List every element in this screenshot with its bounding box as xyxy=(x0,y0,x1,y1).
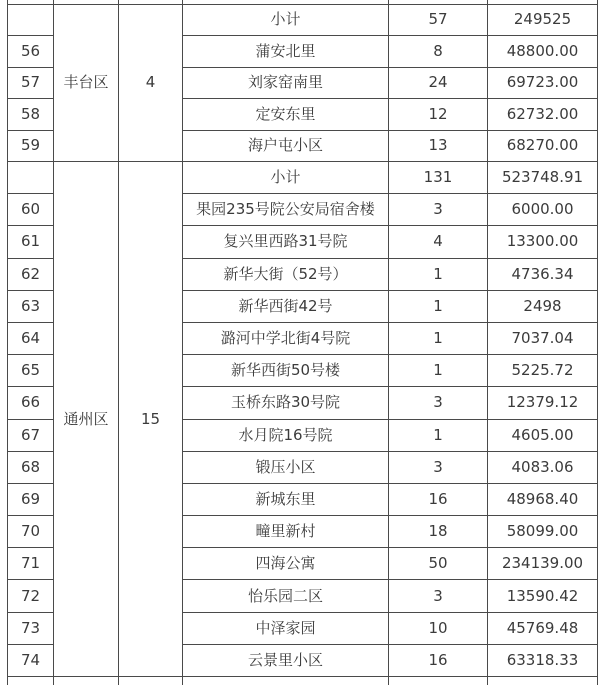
amount-cell: 12379.12 xyxy=(488,387,598,419)
community-name-cell: 新华西街50号楼 xyxy=(183,355,389,387)
amount-cell: 6000.00 xyxy=(488,194,598,226)
community-name-cell: 潞河中学北街4号院 xyxy=(183,322,389,354)
amount-cell: 2498 xyxy=(488,290,598,322)
row-number-cell: 71 xyxy=(8,548,54,580)
row-number-cell xyxy=(8,162,54,194)
community-name-cell: 复兴里西路31号院 xyxy=(183,226,389,258)
community-name-cell: 新华大街（52号） xyxy=(183,258,389,290)
community-name-cell: 水月院16号院 xyxy=(183,419,389,451)
row-number-cell: 73 xyxy=(8,612,54,644)
amount-cell xyxy=(488,677,598,685)
subtotal-label-cell: 小计 xyxy=(183,4,389,36)
row-number-cell: 70 xyxy=(8,516,54,548)
district-cell: 通州区 xyxy=(54,162,119,677)
row-number-cell: 69 xyxy=(8,483,54,515)
count-cell: 16 xyxy=(389,483,488,515)
community-name-cell: 蒲安北里 xyxy=(183,36,389,68)
row-number-cell: 68 xyxy=(8,451,54,483)
row-number-cell: 74 xyxy=(8,644,54,676)
community-name-cell: 四海公寓 xyxy=(183,548,389,580)
row-number-cell: 66 xyxy=(8,387,54,419)
count-cell: 13 xyxy=(389,130,488,162)
community-name-cell xyxy=(183,677,389,685)
amount-cell: 5225.72 xyxy=(488,355,598,387)
count-cell xyxy=(389,677,488,685)
count-cell: 8 xyxy=(389,36,488,68)
amount-cell: 4605.00 xyxy=(488,419,598,451)
community-name-cell: 果园235号院公安局宿舍楼 xyxy=(183,194,389,226)
amount-cell: 48968.40 xyxy=(488,483,598,515)
row-number-cell: 65 xyxy=(8,355,54,387)
table-row-subtotal xyxy=(8,4,598,36)
subtotal-count-cell: 131 xyxy=(389,162,488,194)
row-number-cell xyxy=(8,4,54,36)
count-cell: 1 xyxy=(389,290,488,322)
community-name-cell: 刘家窑南里 xyxy=(183,67,389,99)
subtotal-amount-cell: 249525 xyxy=(488,4,598,36)
district-count-cell: 15 xyxy=(119,162,183,677)
district-communities-table xyxy=(7,0,598,685)
amount-cell: 4083.06 xyxy=(488,451,598,483)
community-name-cell: 海户屯小区 xyxy=(183,130,389,162)
row-number-cell: 64 xyxy=(8,322,54,354)
amount-cell: 63318.33 xyxy=(488,644,598,676)
count-cell: 10 xyxy=(389,612,488,644)
amount-cell: 234139.00 xyxy=(488,548,598,580)
count-cell: 1 xyxy=(389,355,488,387)
row-number-cell xyxy=(8,677,54,685)
amount-cell: 7037.04 xyxy=(488,322,598,354)
count-cell: 18 xyxy=(389,516,488,548)
count-cell: 4 xyxy=(389,226,488,258)
amount-cell: 4736.34 xyxy=(488,258,598,290)
community-name-cell: 新城东里 xyxy=(183,483,389,515)
amount-cell: 13590.42 xyxy=(488,580,598,612)
count-cell: 3 xyxy=(389,387,488,419)
amount-cell: 69723.00 xyxy=(488,67,598,99)
table-row-partial-bottom xyxy=(8,677,598,685)
count-cell: 1 xyxy=(389,322,488,354)
row-number-cell: 57 xyxy=(8,67,54,99)
community-name-cell: 锻压小区 xyxy=(183,451,389,483)
district-count-cell xyxy=(119,677,183,685)
subtotal-amount-cell: 523748.91 xyxy=(488,162,598,194)
subtotal-label-cell: 小计 xyxy=(183,162,389,194)
count-cell: 3 xyxy=(389,194,488,226)
row-number-cell: 62 xyxy=(8,258,54,290)
community-name-cell: 怡乐园二区 xyxy=(183,580,389,612)
subtotal-count-cell: 57 xyxy=(389,4,488,36)
count-cell: 12 xyxy=(389,99,488,131)
row-number-cell: 58 xyxy=(8,99,54,131)
count-cell: 1 xyxy=(389,258,488,290)
community-name-cell: 云景里小区 xyxy=(183,644,389,676)
table-row-subtotal xyxy=(8,162,598,194)
district-count-cell: 4 xyxy=(119,4,183,162)
row-number-cell: 59 xyxy=(8,130,54,162)
count-cell: 3 xyxy=(389,451,488,483)
count-cell: 3 xyxy=(389,580,488,612)
community-name-cell: 疃里新村 xyxy=(183,516,389,548)
amount-cell: 62732.00 xyxy=(488,99,598,131)
community-name-cell: 定安东里 xyxy=(183,99,389,131)
row-number-cell: 60 xyxy=(8,194,54,226)
row-number-cell: 63 xyxy=(8,290,54,322)
community-name-cell: 新华西街42号 xyxy=(183,290,389,322)
amount-cell: 13300.00 xyxy=(488,226,598,258)
amount-cell: 68270.00 xyxy=(488,130,598,162)
row-number-cell: 67 xyxy=(8,419,54,451)
count-cell: 16 xyxy=(389,644,488,676)
count-cell: 50 xyxy=(389,548,488,580)
count-cell: 24 xyxy=(389,67,488,99)
row-number-cell: 61 xyxy=(8,226,54,258)
row-number-cell: 72 xyxy=(8,580,54,612)
amount-cell: 58099.00 xyxy=(488,516,598,548)
community-name-cell: 中泽家园 xyxy=(183,612,389,644)
amount-cell: 45769.48 xyxy=(488,612,598,644)
row-number-cell: 56 xyxy=(8,36,54,68)
count-cell: 1 xyxy=(389,419,488,451)
district-cell: 丰台区 xyxy=(54,4,119,162)
amount-cell: 48800.00 xyxy=(488,36,598,68)
district-cell xyxy=(54,677,119,685)
community-name-cell: 玉桥东路30号院 xyxy=(183,387,389,419)
